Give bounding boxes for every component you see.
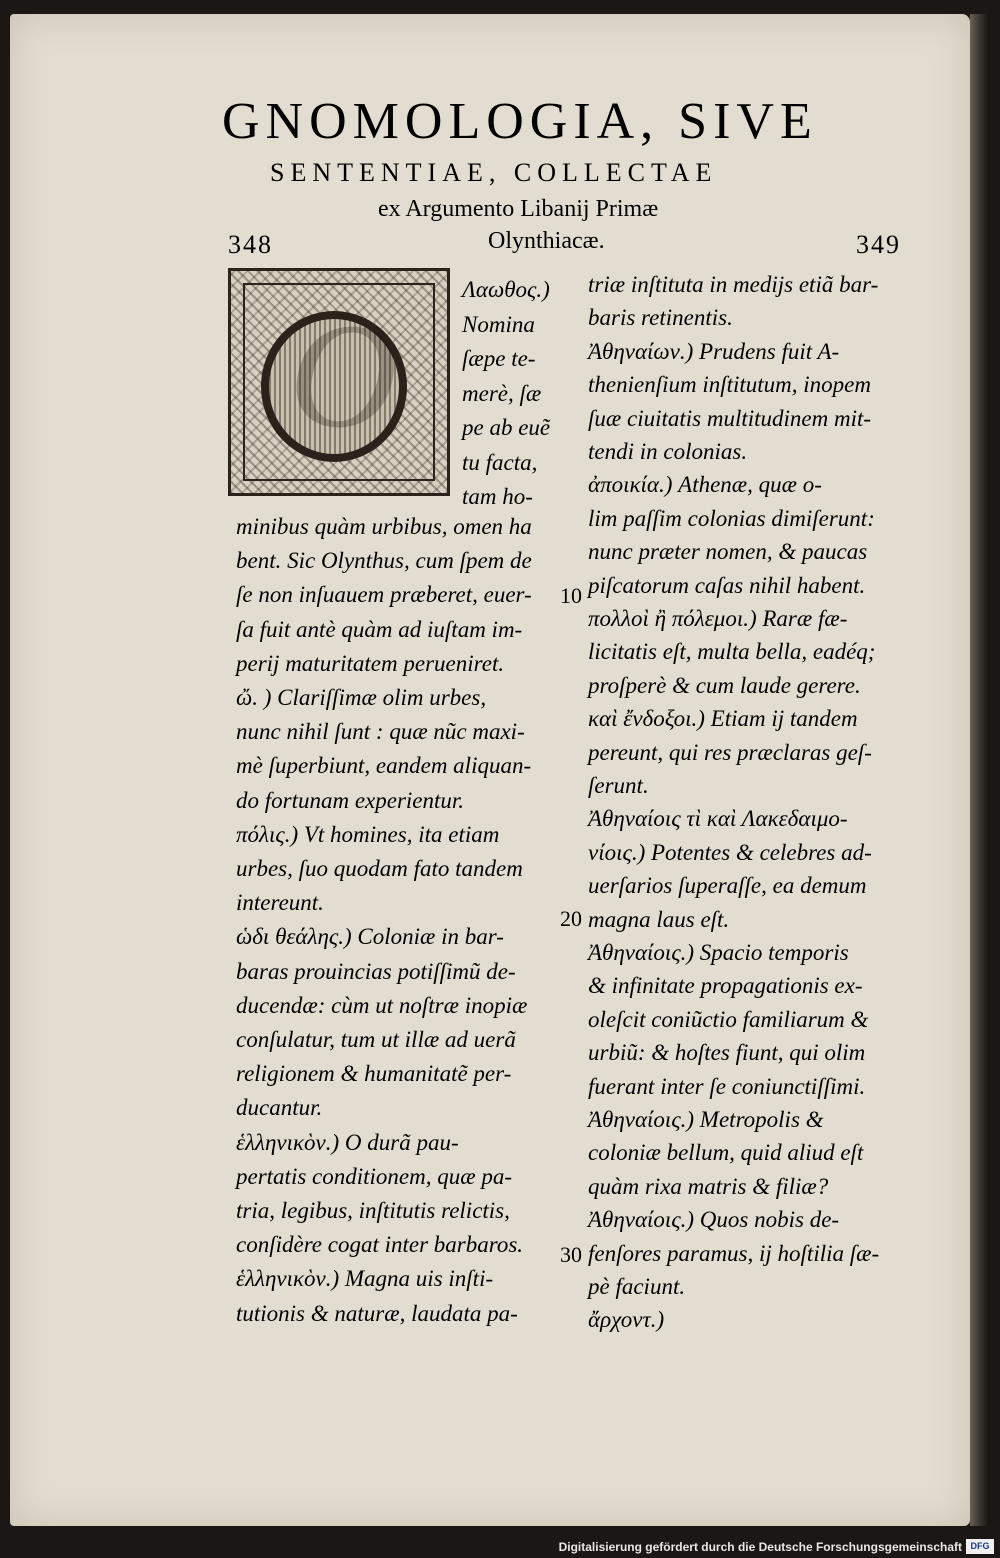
text-line: tutionis & naturæ, laudata pa- (236, 1300, 518, 1326)
text-line: merè, ſæ (462, 380, 542, 406)
line-number: 30 (560, 1242, 582, 1267)
text-line: ἄρχοντ.) (588, 1307, 665, 1333)
text-line: ἑλληνικὸν.) O durã pau- (236, 1129, 459, 1155)
text-line: ducantur. (236, 1095, 323, 1121)
text-line: νίοις.) Potentes & celebres ad- (588, 839, 872, 865)
title-line-4: Olynthiacæ. (488, 228, 605, 254)
digitization-footer (0, 1536, 1000, 1558)
text-line: tu facta, (462, 449, 538, 475)
text-line: conſidère cogat inter barbaros. (236, 1232, 524, 1258)
text-line: ἑλληνικὸν.) Magna uis inſti- (236, 1266, 494, 1292)
text-line: thenienſium inſtitutum, inopem (588, 372, 871, 398)
text-line: πόλις.) Vt homines, ita etiam (236, 821, 500, 847)
title-line-2: SENTENTIAE, COLLECTAE (270, 158, 718, 187)
text-line: bent. Sic Olynthus, cum ſpem de (236, 548, 532, 574)
text-line: fuerant inter ſe coniunctiſſimi. (588, 1073, 866, 1099)
text-line: tendi in colonias. (588, 439, 748, 464)
text-line: pereunt, qui res præclaras geſ- (588, 739, 872, 765)
text-line: pè faciunt. (588, 1274, 686, 1299)
text-line: baris retinentis. (588, 305, 733, 331)
text-line: proſperè & cum laude gerere. (588, 672, 861, 698)
text-line: pertatis conditionem, quæ pa- (236, 1163, 512, 1189)
text-line: religionem & humanitatẽ per- (236, 1061, 512, 1087)
text-line: πολλοὶ ἢ πόλεμοι.) Raræ fæ- (588, 606, 848, 631)
initial-letter: O (289, 293, 398, 459)
text-line: magna laus eſt. (588, 906, 730, 932)
text-line: nunc nihil ſunt : quæ nũc maxi- (236, 719, 525, 745)
text-line: pe ab euẽ (462, 415, 551, 440)
text-line: lim paſſim colonias dimiſerunt: (588, 505, 875, 531)
text-line: conſulatur, tum ut illæ ad uerã (236, 1027, 516, 1052)
text-line: tria, legibus, inſtitutis relictis, (236, 1198, 510, 1223)
line-number: 20 (560, 906, 582, 931)
text-line: quàm rixa matris & filiæ? (588, 1173, 829, 1199)
text-line: ὡδι θεάλης.) Coloniæ in bar- (236, 924, 504, 950)
page-number-left: 348 (228, 230, 273, 259)
text-line: Ἀθηναίοις τὶ καὶ Λακεδαιμο- (588, 806, 848, 832)
text-line: minibus quàm urbibus, omen ha (236, 514, 532, 539)
text-line: do fortunam experientur. (236, 787, 465, 813)
text-line: piſcatorum caſas nihil habent. (588, 572, 866, 598)
text-line: perij maturitatem perueniret. (236, 650, 505, 676)
text-line: ducendæ: cùm ut noſtræ inopiæ (236, 992, 528, 1018)
text-line: nunc præter nomen, & paucas (588, 539, 868, 565)
page-number-right: 349 (856, 230, 901, 259)
text-line: Ἀθηναίοις.) Metropolis & (588, 1107, 824, 1132)
text-line: Ἀθηναίοις.) Spacio temporis (588, 940, 849, 965)
text-line: licitatis eſt, multa bella, eadéq; (588, 639, 876, 665)
text-line: ὤ. ) Clariſſimæ olim urbes, (236, 685, 487, 710)
text-line: fenſores paramus, ij hoſtilia ſæ- (588, 1240, 880, 1266)
text-line: oleſcit coniũctio familiarum & (588, 1006, 869, 1032)
text-line: ſuæ ciuitatis multitudinem mit- (588, 405, 872, 431)
text-line: ſerunt. (588, 773, 649, 798)
title-line-1: GNOMOLOGIA, SIVE (222, 93, 818, 150)
text-line: καὶ ἔνδοξοι.) Etiam ij tandem (588, 706, 858, 732)
text-line: urbiũ: & hoſtes fiunt, qui olim (588, 1040, 866, 1066)
text-line: Ἀθηναίοις.) Quos nobis de- (588, 1207, 840, 1233)
text-line: Λαωθος.) (462, 277, 550, 302)
text-line: & infinitate propagationis ex- (588, 973, 863, 999)
dfg-logo: DFG (966, 1539, 994, 1554)
text-line: Nomina (462, 311, 535, 337)
text-line: triæ inſtituta in medijs etiã bar- (588, 272, 879, 297)
title-line-3: ex Argumento Libanij Primæ (378, 196, 659, 222)
text-line: coloniæ bellum, quid aliud eſt (588, 1140, 864, 1166)
text-line: urbes, ſuo quodam fato tandem (236, 856, 523, 881)
text-line: Ἀθηναίων.) Prudens fuit A- (588, 338, 840, 364)
line-number: 10 (560, 583, 582, 608)
book-spine (970, 14, 990, 1526)
text-line: ἀποικία.) Athenæ, quæ o- (588, 472, 822, 498)
text-line: tam ho- (462, 484, 533, 509)
text-line: ſe non inſuauem præberet, euer- (236, 582, 532, 608)
text-line: intereunt. (236, 890, 324, 916)
text-line: uerſarios ſuperaſſe, ea demum (588, 873, 867, 899)
decorated-initial (228, 268, 450, 496)
text-line: mè ſuperbiunt, eandem aliquan- (236, 753, 532, 779)
text-line: baras prouincias potiſſimũ de- (236, 958, 516, 984)
text-line: ſa fuit antè quàm ad iuſtam im- (236, 616, 523, 642)
text-line: ſæpe te- (462, 346, 536, 371)
footer-credit: Digitalisierung gefördert durch die Deutsche Forschungsgemeinschaft (558, 1540, 962, 1554)
